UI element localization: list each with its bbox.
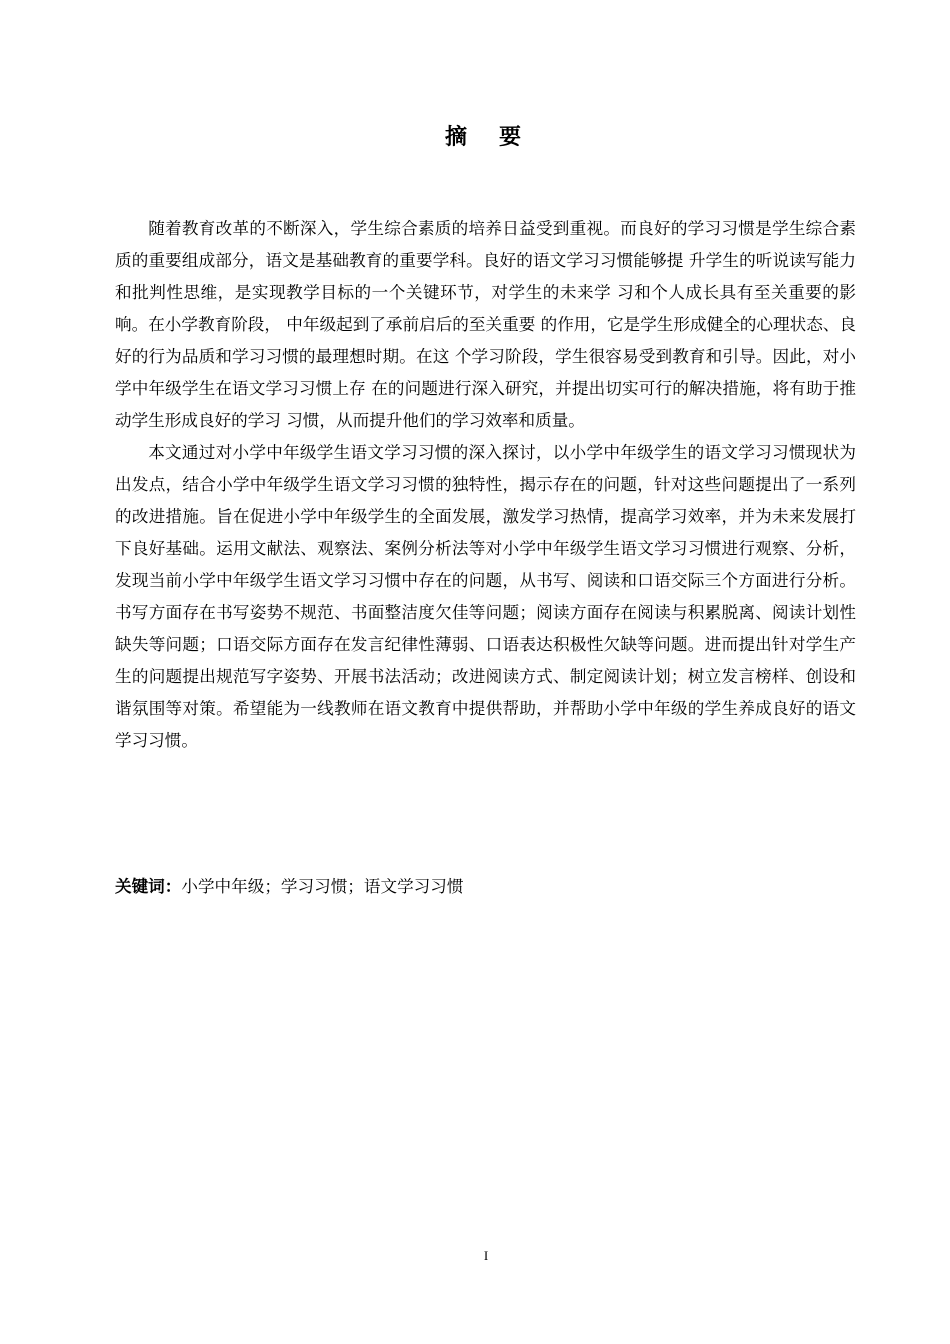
keywords-label: 关键词： — [115, 877, 182, 896]
page-number: I — [483, 1248, 489, 1263]
abstract-body — [115, 213, 856, 757]
keywords-text: 小学中年级；学习习惯；语文学习习惯 — [181, 877, 464, 896]
keywords-line — [115, 871, 856, 903]
title-char-2: 要 — [499, 125, 522, 150]
title-char-1: 摘 — [444, 125, 467, 150]
abstract-paragraph-2: 本文通过对小学中年级学生语文学习习惯的深入探讨，以小学中年级学生的语文学习习惯现状为出发点，结合小学中年级学生语文学习习惯的独特性，揭示存在的问题，针对这些问题提出了一系列的改进措施。旨在促进小学中年级学生的全面发展，激发学习热情，提高学习效率，并为未来发展打下良好基础。运用文献法、观察法、案例分析法等对小学中年级学生语文学习习惯进行观察、分析， 发现当前小学中年级学生语文学习习惯中存在的问题，从书写、阅读和口语交际三个方面进行分析。书写方面存在书写姿势不规范、书面整洁度欠佳等问题；阅读方面存在阅读与积累脱离、阅读计划性缺失等问题；口语交际方面存在发言纪律性薄弱、口语表达积极性欠缺等问题。进而提出针对学生产生的问题提出规范写字姿势、开展书法活动；改进阅读方式、制定阅读计划；树立发言榜样、创设和谐氛围等对策。希望能为一线教师在语文教育中提供帮助，并帮助小学中年级的学生养成良好的语文学习习惯。 — [115, 443, 856, 750]
abstract-paragraph-1: 随着教育改革的不断深入，学生综合素质的培养日益受到重视。而良好的学习习惯是学生综合素质的重要组成部分，语文是基础教育的重要学科。良好的语文学习习惯能够提 升学生的听说读写能力和批判性思维，是实现教学目标的一个关键环节，对学生的未来学 习和个人成长具有至关重要的影响。在小学教育阶段， 中年级起到了承前启后的至关重要 的作用，它是学生形成健全的心理状态、良好的行为品质和学习习惯的最理想时期。在这 个学习阶段，学生很容易受到教育和引导。因此，对小学中年级学生在语文学习习惯上存 在的问题进行深入研究，并提出切实可行的解决措施，将有助于推动学生形成良好的学习 习惯，从而提升他们的学习效率和质量。 — [115, 219, 856, 430]
abstract-title — [0, 120, 950, 156]
